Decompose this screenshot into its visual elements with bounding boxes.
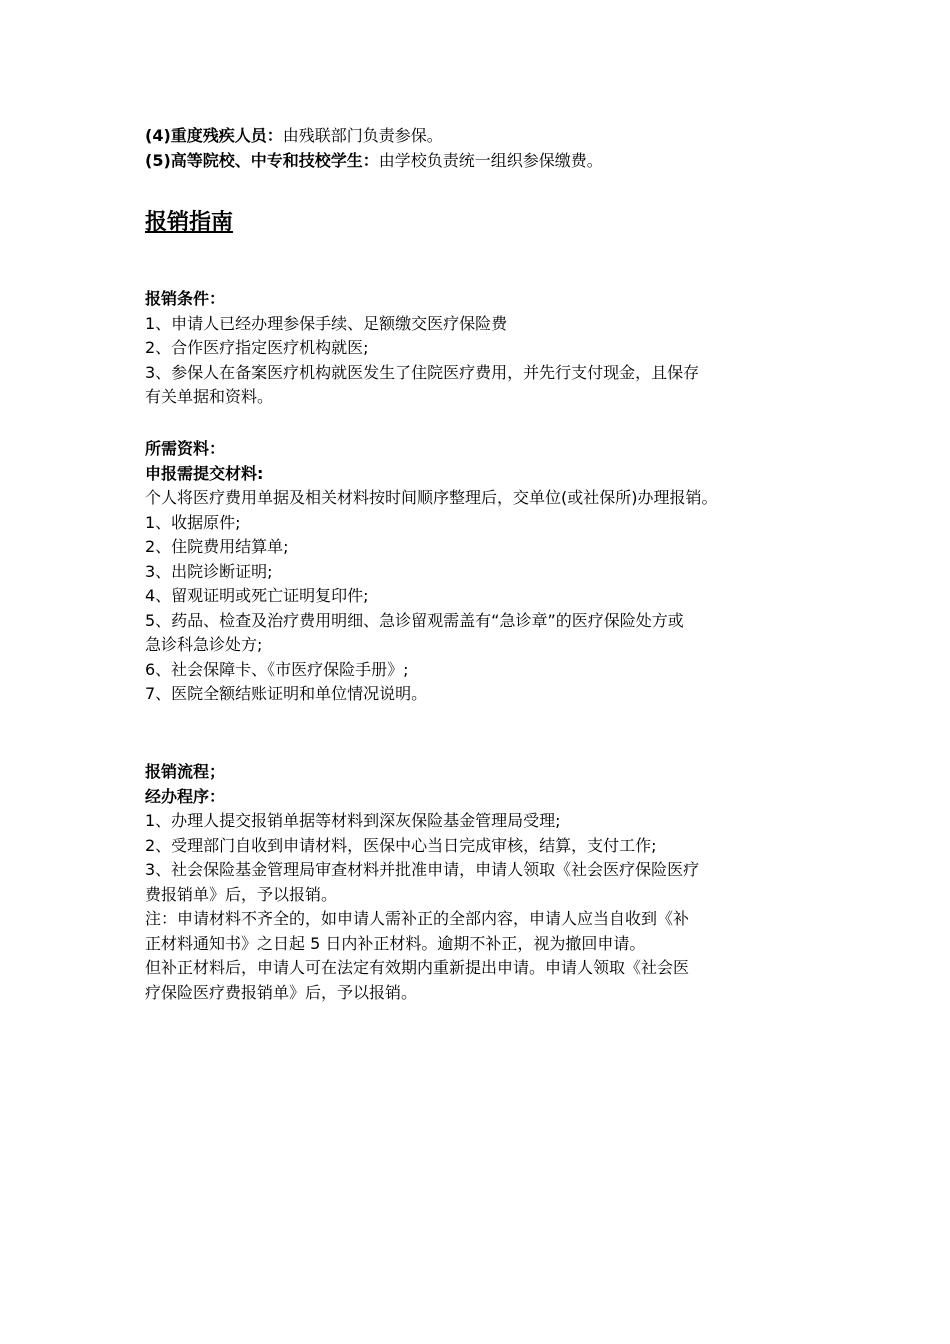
- materials-line: 4、留观证明或死亡证明复印件;: [145, 586, 369, 605]
- process-line: 但补正材料后，申请人可在法定有效期内重新提出申请。申请人领取《社会医: [145, 958, 690, 977]
- process-line: 3、社会保险基金管理局审查材料并批准申请，申请人领取《社会医疗保险医疗: [145, 860, 700, 879]
- process-section: [145, 760, 699, 1005]
- process-line: 1、办理人提交报销单据等材料到深灰保险基金管理局受理;: [145, 811, 561, 830]
- intro-item-5: [145, 149, 603, 174]
- process-line: 2、受理部门自收到申请材料，医保中心当日完成审核，结算，支付工作;: [145, 835, 657, 855]
- process-line: 注：申请材料不齐全的，如申请人需补正的全部内容，申请人应当自收到《补: [145, 909, 690, 928]
- process-heading: 报销流程；: [145, 762, 226, 781]
- process-line: 正材料通知书》之日起 5 日内补正材料。逾期不补正，视为撤回申请。: [145, 933, 646, 953]
- conditions-line: 3、参保人在备案医疗机构就医发生了住院医疗费用，并先行支付现金，且保存: [145, 362, 700, 382]
- materials-subheading: 申报需提交材料:: [145, 463, 264, 483]
- materials-line: 个人将医疗费用单据及相关材料按时间顺序整理后，交单位(或社保所)办理报销。: [145, 488, 718, 507]
- materials-heading: 所需资料：: [145, 439, 226, 458]
- conditions-line: 有关单据和资料。: [145, 387, 274, 406]
- process-line: 费报销单》后，予以报销。: [145, 884, 338, 904]
- materials-line: 6、社会保障卡、《市医疗保险手册》;: [145, 659, 409, 679]
- item-5-label: (5)高等院校、中专和技校学生：: [145, 150, 379, 170]
- materials-line: 2、住院费用结算单;: [145, 537, 289, 556]
- intro-item-4: [145, 124, 603, 149]
- materials-line: 3、出院诊断证明;: [145, 561, 273, 581]
- conditions-section: [145, 287, 699, 410]
- materials-line: 5、药品、检查及治疗费用明细、急诊留观需盖有“急诊章”的医疗保险处方或: [145, 610, 684, 630]
- process-subheading: 经办程序：: [145, 786, 226, 806]
- intro-section: [145, 124, 603, 173]
- item-4-label: (4)重度残疾人员：: [145, 126, 283, 145]
- conditions-line: 1、申请人已经办理参保手续、足额缴交医疗保险费: [145, 313, 508, 333]
- materials-line: 1、收据原件;: [145, 512, 241, 532]
- materials-section: [145, 437, 718, 707]
- guide-title: 报销指南: [145, 210, 234, 235]
- conditions-heading: 报销条件：: [145, 289, 226, 308]
- materials-line: 7、医院全额结账证明和单位情况说明。: [145, 684, 428, 703]
- item-5-text: 由学校负责统一组织参保缴费。: [378, 150, 603, 170]
- materials-line: 急诊科急诊处方;: [145, 635, 263, 654]
- process-line: 疗保险医疗费报销单》后，予以报销。: [145, 982, 418, 1002]
- item-4-text: 由残联部门负责参保。: [282, 126, 443, 145]
- conditions-line: 2、合作医疗指定医疗机构就医;: [145, 338, 369, 357]
